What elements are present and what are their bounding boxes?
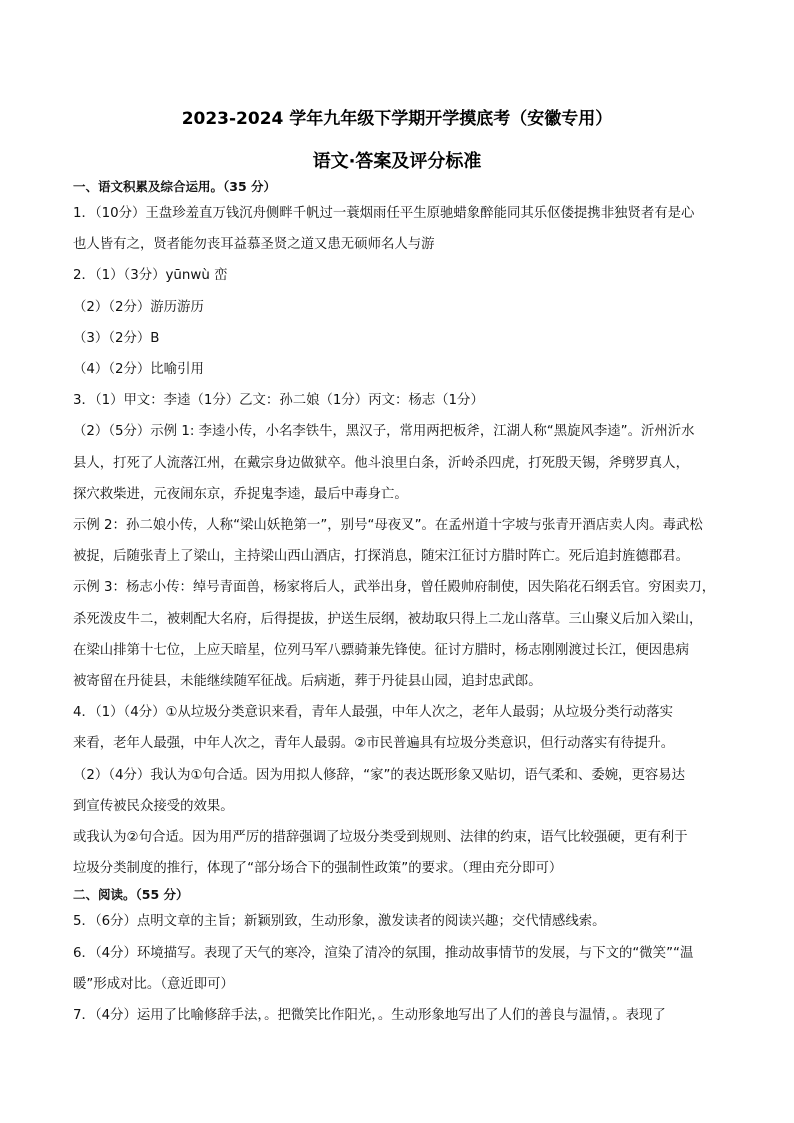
answer-line: 示例 2：孙二娘小传，人称“梁山妖艳第一”，别号“母夜叉”。在孟州道十字坡与张青开酒店卖人肉。毒武松 [73, 518, 703, 534]
answer-line: 到宣传被民众接受的效果。 [73, 798, 234, 814]
answer-line: 也人皆有之，贤者能勿丧耳益慕圣贤之道又患无硕师名人与游 [73, 237, 435, 253]
answer-line: 来看，老年人最强，中年人次之，青年人最弱。②市民普遍具有垃圾分类意识，但行动落实有待提升。 [73, 736, 675, 752]
answer-line: 被寄留在丹徒县，未能继续随军征战。后病逝，葬于丹徒县山园，追封忠武郎。 [73, 674, 542, 690]
answer-line: 2．（1）（3分）yūnwù 峦 [73, 268, 228, 284]
answer-line: 示例 3：杨志小传：绰号青面兽，杨家将后人，武举出身，曾任殿帅府制使，因失陷花石纲丢官。穷困卖刀， [73, 580, 716, 596]
answer-line: 垃圾分类制度的推行，体现了“部分场合下的强制性政策”的要求。（理由充分即可） [73, 861, 563, 877]
answer-line: 探穴救柴进，元夜闹东京，乔捉鬼李逵，最后中毒身亡。 [73, 486, 408, 502]
answer-line: 7．（4分）运用了比喻修辞手法，。把微笑比作阳光，。生动形象地写出了人们的善良与温情，。表现了 [73, 1008, 666, 1024]
answer-line: 5．（6分）点明文章的主旨；新颖别致，生动形象，激发读者的阅读兴趣；交代情感线索。 [73, 914, 606, 930]
answer-line: 杀死泼皮牛二，被刺配大名府，后得提拔，护送生辰纲，被劫取只得上二龙山落草。三山聚义后加入梁山， [73, 611, 703, 627]
answer-line: 3．（1）甲文：李逵（1分）乙文：孙二娘（1分）丙文：杨志（1分） [73, 393, 484, 409]
section-heading: 一、语文积累及综合运用。（35 分） [73, 179, 276, 194]
answer-line: 或我认为②句合适。因为用严厉的措辞强调了垃圾分类受到规则、法律的约束，语气比较强硬，更有利于 [73, 830, 688, 846]
answer-line: （3）（2分）B [73, 330, 160, 346]
answer-line: 1．（10分）王盘珍羞直万钱沉舟侧畔千帆过一蓑烟雨任平生原驰蜡象醉能同其乐伛偻提携非独贤者有是心 [73, 206, 695, 221]
answer-content [73, 176, 725, 1031]
page-subtitle: 语文·答案及评分标准 [312, 151, 482, 172]
page-title: 2023-2024 学年九年级下学期开学摸底考（安徽专用） [181, 109, 613, 129]
answer-line: （2）（4分）我认为①句合适。因为用拟人修辞，“家”的表达既形象又贴切，语气柔和、委婉，更容易达 [73, 767, 686, 783]
answer-line: 县人，打死了人流落江州，在戴宗身边做狱卒。他斗浪里白条，沂岭杀四虎，打死殷天锡，斧劈罗真人， [73, 455, 689, 471]
answer-line: 4．（1）（4分）①从垃圾分类意识来看，青年人最强，中年人次之，老年人最弱；从垃圾分类行动落实 [73, 705, 673, 721]
section-heading: 二、阅读。（55 分） [73, 887, 189, 903]
answer-line: 被捉，后随张青上了梁山，主持梁山西山酒店，打探消息，随宋江征讨方腊时阵亡。死后追封旌德郡君。 [73, 549, 689, 565]
answer-line: 6．（4分）环境描写。表现了天气的寒冷，渲染了清冷的氛围，推动故事情节的发展，与下文的“微笑”“温 [73, 945, 694, 961]
answer-line: 在梁山排第十七位，上应天暗星，位列马军八骠骑兼先锋使。征讨方腊时，杨志刚刚渡过长江，便因患病 [73, 642, 689, 658]
answer-line: 暖”形成对比。（意近即可） [73, 976, 234, 992]
answer-line: （4）（2分）比喻引用 [73, 362, 204, 378]
answer-line: （2）（5分）示例 1: 李逵小传，小名李铁牛，黑汉子，常用两把板斧，江湖人称“黑旋风李逵”。沂州沂水 [73, 424, 695, 440]
answer-line: （2）（2分）游历游历 [73, 299, 204, 315]
